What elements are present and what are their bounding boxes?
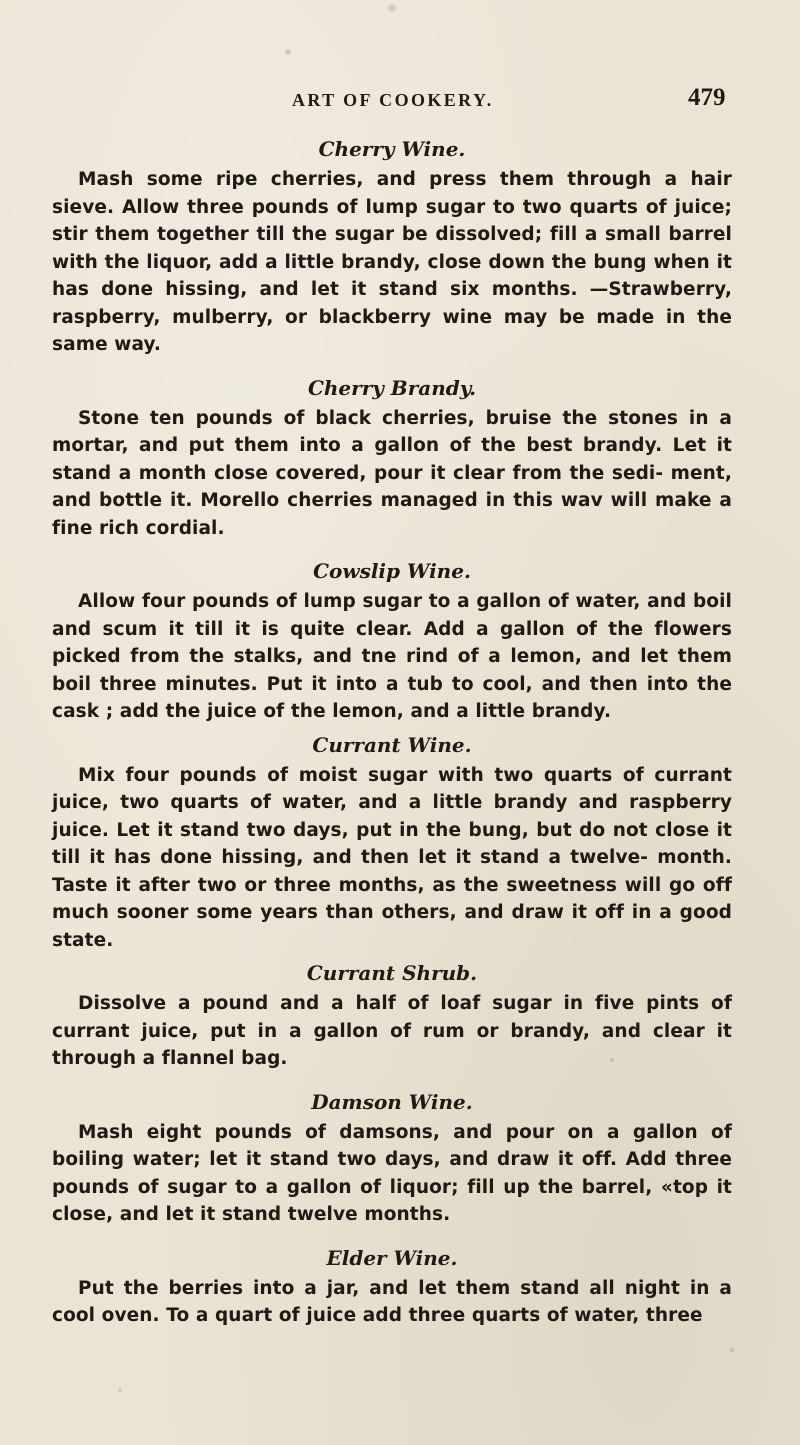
recipe-currant-wine: [52, 728, 732, 955]
recipe-title: Cherry Wine.: [318, 137, 466, 161]
recipe-currant-shrub: [52, 956, 732, 1073]
page-number: 479: [688, 84, 726, 111]
recipe-cowslip-wine: [52, 554, 732, 726]
page-body: [52, 132, 732, 1330]
recipe-text: Stone ten pounds of black cherries, bruise the stones in a mortar, and put them into a gallon of the best brandy. Let it stand a month close covered, pour it clear from the sedi- ment, and bottle it. Morello cherries managed in this wav will make a fine rich cordial.: [52, 407, 732, 539]
running-head: ART OF COOKERY.: [292, 90, 494, 110]
recipe-text: Dissolve a pound and a half of loaf sugar in five pints of currant juice, put in a gallon of rum or brandy, and clear it through a flannel bag.: [52, 993, 732, 1069]
recipe-text: Put the berries into a jar, and let them stand all night in a cool oven. To a quart of juice add three quarts of water, three: [52, 1277, 732, 1326]
recipe-title: Damson Wine.: [311, 1089, 473, 1114]
recipe-title: Currant Wine.: [312, 732, 472, 757]
page-header: [0, 84, 800, 118]
recipe-title: Currant Shrub.: [306, 961, 478, 985]
recipe-text: Mash eight pounds of damsons, and pour on a gallon of boiling water; let it stand two days, and draw it off. Add three pounds of sugar to a gallon of liquor; fill up the barrel, «top it close, and let it stand twelve months.: [52, 1121, 732, 1225]
recipe-cherry-brandy: [52, 371, 732, 543]
recipe-title: Cowslip Wine.: [313, 559, 471, 583]
recipe-title: Cherry Brandy.: [307, 375, 477, 400]
recipe-cherry-wine: [52, 132, 732, 359]
recipe-text: Allow four pounds of lump sugar to a gallon of water, and boil and scum it till it is quite clear. Add a gallon of the flowers picked from the stalks, and tne rind of a lemon, and let them boil three minutes. Put it into a tub to cool, and then into the cask ; add the juice of the lemon, and a little brandy.: [52, 591, 732, 722]
recipe-elder-wine: [52, 1241, 732, 1330]
recipe-damson-wine: [52, 1085, 732, 1229]
recipe-text: Mash some ripe cherries, and press them through a hair sieve. Allow three pounds of lump sugar to two quarts of juice; stir them together till the sugar be dissolved; fill a small barrel with the liquor, add a little brandy, close down the bung when it has done hissing, and let it stand six months. —Strawberry, raspberry, mulberry, or blackberry wine may be made in the same way.: [52, 169, 732, 355]
recipe-text: Mix four pounds of moist sugar with two quarts of currant juice, two quarts of water, and a little brandy and raspberry juice. Let it stand two days, put in the bung, but do not close it till it has done hissing, and then let it stand a twelve- month. Taste it after two or three months, as the sweetness will go off much sooner some years than others, and draw it off in a good state.: [52, 764, 732, 951]
recipe-title: Elder Wine.: [326, 1245, 458, 1270]
